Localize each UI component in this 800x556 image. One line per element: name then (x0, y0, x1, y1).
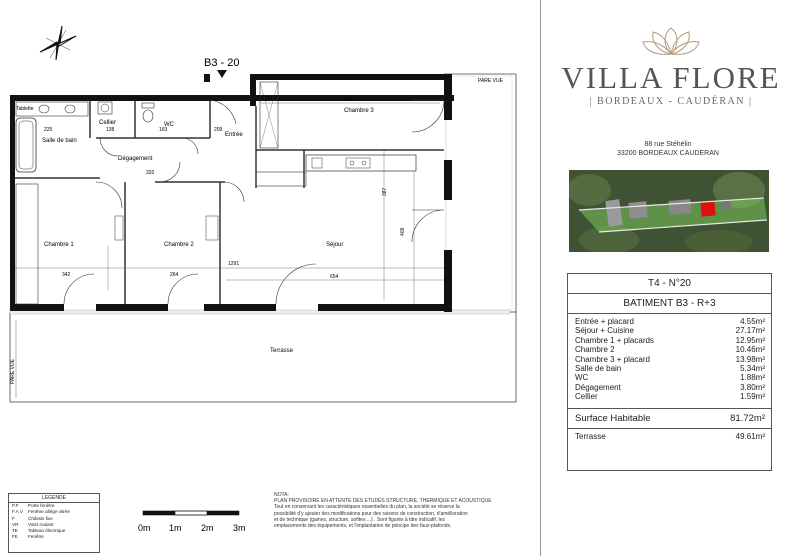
room-area-row (568, 355, 771, 364)
room-sejour: Séjour (326, 242, 344, 248)
dim-342: 342 (62, 272, 71, 278)
dim-163: 163 (159, 127, 168, 133)
legend-value: Fenêtre allège vitrée (28, 509, 70, 515)
scale-label-0: 0m (138, 523, 151, 533)
unit-info-table (567, 273, 772, 471)
pare-vue-side-label: PARE VUE (10, 359, 16, 384)
room-tablette: Tablette (16, 106, 34, 112)
unit-type: T4 - N°20 (568, 274, 771, 294)
kitchen-counter (306, 155, 416, 171)
legend-box (8, 493, 100, 553)
room-name: Chambre 2 (575, 345, 615, 355)
dim-225: 225 (44, 127, 53, 133)
legend-key: FE (12, 534, 18, 540)
brand-logo (558, 18, 784, 118)
room-degagement: Dégagement (118, 156, 153, 162)
room-entree: Entrée (225, 132, 243, 138)
terrace-value: 49.61m² (735, 431, 765, 441)
note-line: possibilité d'y ajouter des modifications pour des raisons de construction, d'amélioration (274, 510, 468, 517)
room-area: 12.95m² (735, 335, 765, 345)
room-chambre3: Chambre 3 (344, 108, 374, 114)
note-line: Tout en conservant les caractéristiques essentielles du plan, la société se réserve la (274, 504, 460, 511)
room-area: 5.34m² (740, 364, 765, 374)
dim-1291: 1291 (228, 261, 240, 267)
address-line2: 33200 BORDEAUX CAUDERAN (617, 150, 719, 157)
brand-name: VILLA FLORE (561, 60, 781, 95)
legend-key: P.F (12, 503, 19, 508)
room-area: 1.59m² (740, 392, 765, 402)
room-area-row (568, 364, 771, 373)
room-name: Chambre 1 + placards (575, 335, 654, 345)
legend-value: Fenêtre (28, 534, 44, 540)
legend-key: TE (12, 528, 18, 534)
panel-divider (540, 0, 541, 556)
legend-title: LEGENDE (9, 494, 99, 503)
dim-209: 209 (214, 127, 223, 133)
room-area-row (568, 373, 771, 382)
room-salle-de-bain: Salle de bain (42, 138, 77, 144)
flower-logo-icon (641, 24, 701, 58)
room-name: Entrée + placard (575, 317, 634, 326)
room-area-row (568, 392, 771, 401)
dim-886: 886 (345, 97, 354, 103)
room-area: 3.80m² (740, 382, 765, 392)
room-name: Dégagement (575, 382, 621, 392)
scale-label-1: 1m (169, 523, 182, 533)
scale-label-2: 2m (201, 523, 214, 533)
note-line: et de technique (gaines, structure, sofites ...) . Sont figurés à titre indicatif, les (274, 516, 445, 523)
dim-654: 654 (330, 274, 339, 280)
room-name: WC (575, 373, 589, 383)
unit-building: BATIMENT B3 - R+3 (568, 294, 771, 314)
room-area-row (568, 317, 771, 326)
legend-key: F.A.V (12, 509, 23, 515)
note-line: PLAN PROVISOIRE EN ATTENTE DES ETUDES STRUCTURE, THERMIQUE ET ACOUSTIQUE (274, 498, 492, 505)
scale-label-3: 3m (233, 523, 246, 533)
legend-value: Volet roulant (28, 521, 54, 527)
room-name: Cellier (575, 392, 598, 402)
address-line1: 88 rue Stéhélin (644, 141, 692, 148)
room-area: 4.55m² (740, 317, 765, 326)
room-name: Séjour + Cuisine (575, 326, 634, 336)
terrace-row (568, 432, 771, 442)
room-area: 27.17m² (735, 326, 765, 336)
room-chambre2: Chambre 2 (164, 242, 194, 248)
room-terrasse: Terrasse (270, 348, 294, 354)
room-area: 10.46m² (735, 345, 765, 355)
disclaimer-note (274, 492, 536, 529)
room-area-row (568, 336, 771, 345)
legend-value: Tableau électrique (28, 528, 66, 534)
room-name: Salle de bain (575, 364, 622, 374)
address (568, 140, 768, 158)
note-line: emplacements des équipements, et l'implantation de principe des faux-plafonds. (274, 523, 452, 530)
room-cellier: Cellier (99, 120, 117, 126)
room-area: 1.88m² (740, 373, 765, 383)
room-area-row (568, 326, 771, 335)
legend-key: VR (12, 521, 19, 527)
dim-264: 264 (170, 272, 179, 278)
surface-row (568, 413, 771, 425)
terrace-label: Terrasse (575, 431, 606, 441)
dim-409: 409 (400, 227, 406, 236)
brand-subtitle: | BORDEAUX - CAUDÉRAN | (589, 96, 753, 107)
dim-332: 332 (146, 170, 155, 176)
terrace-outline (10, 312, 516, 402)
room-area: 13.98m² (735, 354, 765, 364)
legend-row (9, 534, 99, 540)
dim-138: 138 (106, 127, 115, 133)
room-name: Chambre 3 + placard (575, 354, 650, 364)
legend-value: Porte fenêtre (28, 503, 55, 508)
site-aerial-map (569, 170, 769, 252)
site-map-image (569, 170, 769, 252)
room-area-row (568, 345, 771, 354)
legend-value: Châssis fixe (28, 515, 53, 521)
room-wc: WC (164, 122, 174, 128)
dim-387: 387 (382, 187, 388, 196)
pare-vue-top-label: PARE VUE (478, 78, 503, 84)
room-chambre1: Chambre 1 (44, 242, 74, 248)
surface-label: Surface Habitable (575, 412, 651, 424)
room-area-row (568, 383, 771, 392)
scale-bar (138, 511, 246, 533)
lot-label: B3 - 20 (204, 57, 240, 69)
north-compass-icon (40, 26, 76, 60)
entrance-arrow-icon (217, 70, 227, 78)
surface-value: 81.72m² (730, 412, 765, 424)
note-title: NOTA: (274, 492, 289, 498)
legend-key: F (12, 515, 15, 521)
